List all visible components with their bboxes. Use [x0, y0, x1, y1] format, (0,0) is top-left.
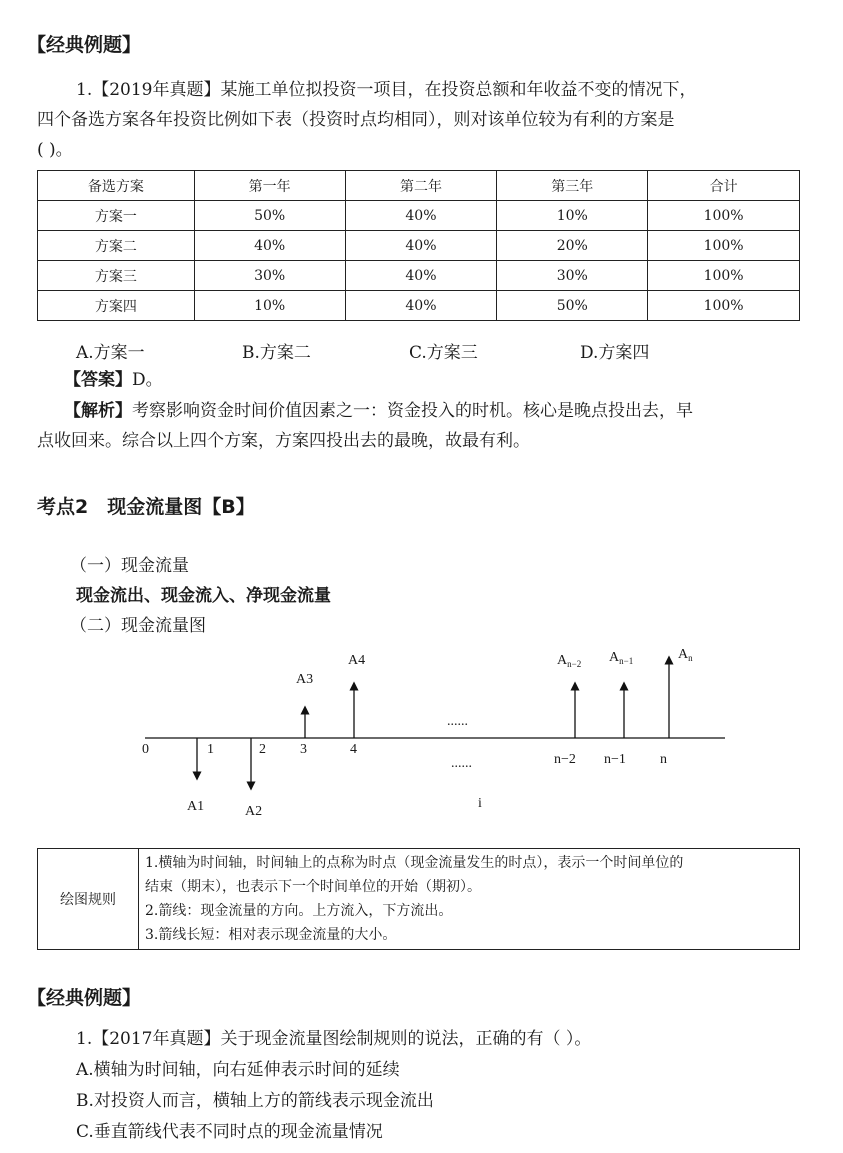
analysis-text: 考察影响资金时间价值因素之一：资金投入的时机。核心是晚点投出去，早: [132, 401, 693, 421]
table-row: [38, 291, 800, 321]
table-cell: 30%: [497, 261, 648, 291]
cash-flow-types: 现金流出、现金流入、净现金流量: [76, 586, 331, 606]
arrow-label-an-1: [609, 650, 633, 666]
table-cell: 10%: [497, 201, 648, 231]
table-cell: 40%: [345, 291, 497, 321]
table-cell: 40%: [345, 201, 497, 231]
rules-content: [139, 849, 800, 950]
table-cell: 100%: [648, 201, 800, 231]
question-source: 【2019年真题】: [92, 80, 221, 100]
drawing-rules-table: [37, 848, 800, 950]
arrow-label-base: A: [557, 653, 568, 668]
table-cell: 10%: [194, 291, 345, 321]
section-heading: 【经典例题】: [27, 34, 142, 56]
question-line-3: ( )。: [37, 140, 73, 160]
option-b: B.方案二: [242, 343, 311, 363]
question-text: 某施工单位拟投资一项目，在投资总额和年收益不变的情况下，: [220, 80, 697, 100]
axis-tick-label: 2: [259, 742, 266, 757]
axis-tick-label: 1: [207, 742, 214, 757]
subheading-cash-flow-diagram: （二）现金流量图: [70, 616, 206, 636]
option-b: B.对投资人而言，横轴上方的箭线表示现金流出: [76, 1091, 434, 1111]
investment-table: [37, 170, 800, 321]
rule-line: 结束（期末），也表示下一个时间单位的开始（期初）。: [145, 879, 481, 895]
option-c: C.垂直箭线代表不同时点的现金流量情况: [76, 1122, 383, 1142]
interest-rate-label: i: [478, 796, 482, 811]
axis-tick-label: n−2: [554, 752, 576, 767]
option-a: A.横轴为时间轴，向右延伸表示时间的延续: [76, 1060, 400, 1080]
arrow-label-a2: A2: [245, 804, 263, 819]
table-cell: 方案四: [38, 291, 195, 321]
arrow-label-subscript: n−1: [619, 656, 634, 666]
analysis-line-1: [64, 396, 693, 426]
question-line-1: [76, 75, 697, 105]
question-line-2: 四个备选方案各年投资比例如下表（投资时点均相同），则对该单位较为有利的方案是: [37, 110, 675, 130]
table-header-cell: 第一年: [194, 171, 345, 201]
table-header-cell: 第二年: [345, 171, 497, 201]
table-cell: 方案一: [38, 201, 195, 231]
analysis-line-2: 点收回来。综合以上四个方案，方案四投出去的最晚，故最有利。: [37, 431, 530, 451]
question-number: 1.: [76, 80, 93, 100]
table-row: [38, 231, 800, 261]
rule-line: 1.横轴为时间轴，时间轴上的点称为时点（现金流量发生的时点），表示一个时间单位的: [145, 855, 684, 871]
arrow-label-base: A: [609, 650, 620, 665]
question-text: 关于现金流量图绘制规则的说法，正确的有（ ）。: [220, 1029, 592, 1049]
table-cell: 40%: [345, 231, 497, 261]
table-header-cell: 备选方案: [38, 171, 195, 201]
table-cell: 100%: [648, 261, 800, 291]
table-cell: 40%: [194, 231, 345, 261]
axis-tick-label: 3: [300, 742, 307, 757]
section-heading: 【经典例题】: [27, 987, 142, 1009]
subheading-cash-flow: （一）现金流量: [70, 556, 189, 576]
arrow-label-an: [678, 647, 693, 663]
question-number: 1.: [76, 1029, 93, 1049]
axis-tick-label: 0: [142, 742, 149, 757]
cash-flow-diagram: [0, 640, 843, 830]
axis-tick-label: 4: [350, 742, 357, 757]
analysis-label: 【解析】: [64, 401, 132, 421]
arrow-label-subscript: n−2: [567, 659, 582, 669]
arrow-label-a4: A4: [348, 653, 366, 668]
table-row: [38, 261, 800, 291]
table-header-cell: 合计: [648, 171, 800, 201]
ellipsis-bottom: ......: [451, 756, 472, 771]
axis-tick-label: n: [660, 752, 667, 767]
arrow-label-an-2: [557, 653, 581, 669]
table-row: [38, 201, 800, 231]
option-d: D.方案四: [580, 343, 650, 363]
table-cell: 20%: [497, 231, 648, 261]
answer-label: 【答案】: [64, 370, 132, 390]
table-cell: 方案二: [38, 231, 195, 261]
arrow-label-a3: A3: [296, 672, 314, 687]
table-header-row: [38, 171, 800, 201]
table-cell: 100%: [648, 291, 800, 321]
axis-tick-label: n−1: [604, 752, 626, 767]
rules-label: 绘图规则: [38, 849, 139, 950]
table-cell: 100%: [648, 231, 800, 261]
option-a: A.方案一: [76, 343, 145, 363]
table-cell: 50%: [497, 291, 648, 321]
answer-value: D。: [132, 370, 163, 390]
ellipsis-top: ......: [447, 714, 468, 729]
section-title: 考点2 现金流量图【B】: [37, 496, 255, 518]
table-cell: 方案三: [38, 261, 195, 291]
arrow-label-base: A: [678, 647, 689, 662]
table-cell: 40%: [345, 261, 497, 291]
table-cell: 50%: [194, 201, 345, 231]
option-c: C.方案三: [409, 343, 478, 363]
table-cell: 30%: [194, 261, 345, 291]
rule-line: 3.箭线长短：相对表示现金流量的大小。: [145, 927, 397, 943]
table-header-cell: 第三年: [497, 171, 648, 201]
question-source: 【2017年真题】: [92, 1029, 221, 1049]
rule-line: 2.箭线：现金流量的方向。上方流入，下方流出。: [145, 903, 453, 919]
question-line: [76, 1024, 591, 1054]
arrow-label-a1: A1: [187, 799, 205, 814]
arrow-label-subscript: n: [688, 653, 693, 663]
answer-line: [64, 365, 163, 395]
